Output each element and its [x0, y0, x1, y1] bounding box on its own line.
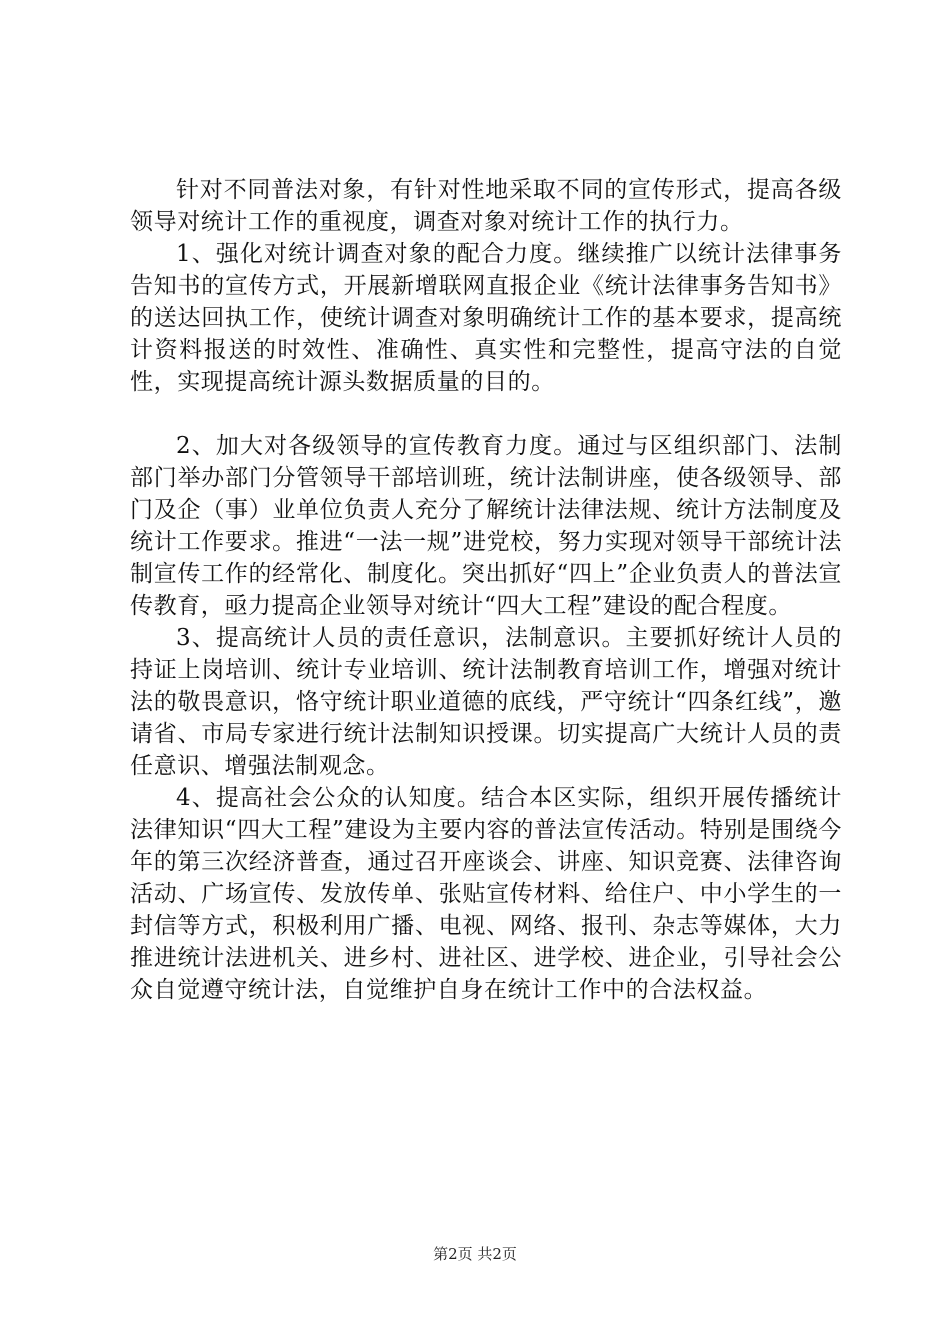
- paragraph-item-4: 4、提高社会公众的认知度。结合本区实际，组织开展传播统计法律知识“四大工程”建设为主要内容的普法宣传活动。特别是围绕今年的第三次经济普查，通过召开座谈会、讲座、知识竞赛、法律咨询活动、广场宣传、发放传单、张贴宣传材料、给住户、中小学生的一封信等方式，积极利用广播、电视、网络、报刊、杂志等媒体，大力推进统计法进机关、进乡村、进社区、进学校、进企业，引导社会公众自觉遵守统计法，自觉维护自身在统计工作中的合法权益。: [130, 785, 842, 1003]
- paragraph-item-3: 3、提高统计人员的责任意识，法制意识。主要抓好统计人员的持证上岗培训、统计专业培训、统计法制教育培训工作，增强对统计法的敬畏意识，恪守统计职业道德的底线，严守统计“四条红线”，邀请省、市局专家进行统计法制知识授课。切实提高广大统计人员的责任意识、增强法制观念。: [130, 625, 842, 779]
- paragraph-intro: 针对不同普法对象，有针对性地采取不同的宣传形式，提高各级领导对统计工作的重视度，调查对象对统计工作的执行力。: [130, 177, 842, 235]
- paragraph-item-1: 1、强化对统计调查对象的配合力度。继续推广以统计法律事务告知书的宣传方式，开展新增联网直报企业《统计法律事务告知书》的送达回执工作，使统计调查对象明确统计工作的基本要求，提高统计资料报送的时效性、准确性、真实性和完整性，提高守法的自觉性，实现提高统计源头数据质量的目的。: [130, 241, 842, 395]
- paragraph-item-2: 2、加大对各级领导的宣传教育力度。通过与区组织部门、法制部门举办部门分管领导干部培训班，统计法制讲座，使各级领导、部门及企（事）业单位负责人充分了解统计法律法规、统计方法制度及统计工作要求。推进“一法一规”进党校，努力实现对领导干部统计法制宣传工作的经常化、制度化。突出抓好“四上”企业负责人的普法宣传教育，亟力提高企业领导对统计“四大工程”建设的配合程度。: [130, 433, 842, 619]
- page-number-footer: 第2页 共2页: [433, 1245, 517, 1263]
- paragraph-spacer: [130, 398, 842, 430]
- document-body: [130, 174, 842, 1006]
